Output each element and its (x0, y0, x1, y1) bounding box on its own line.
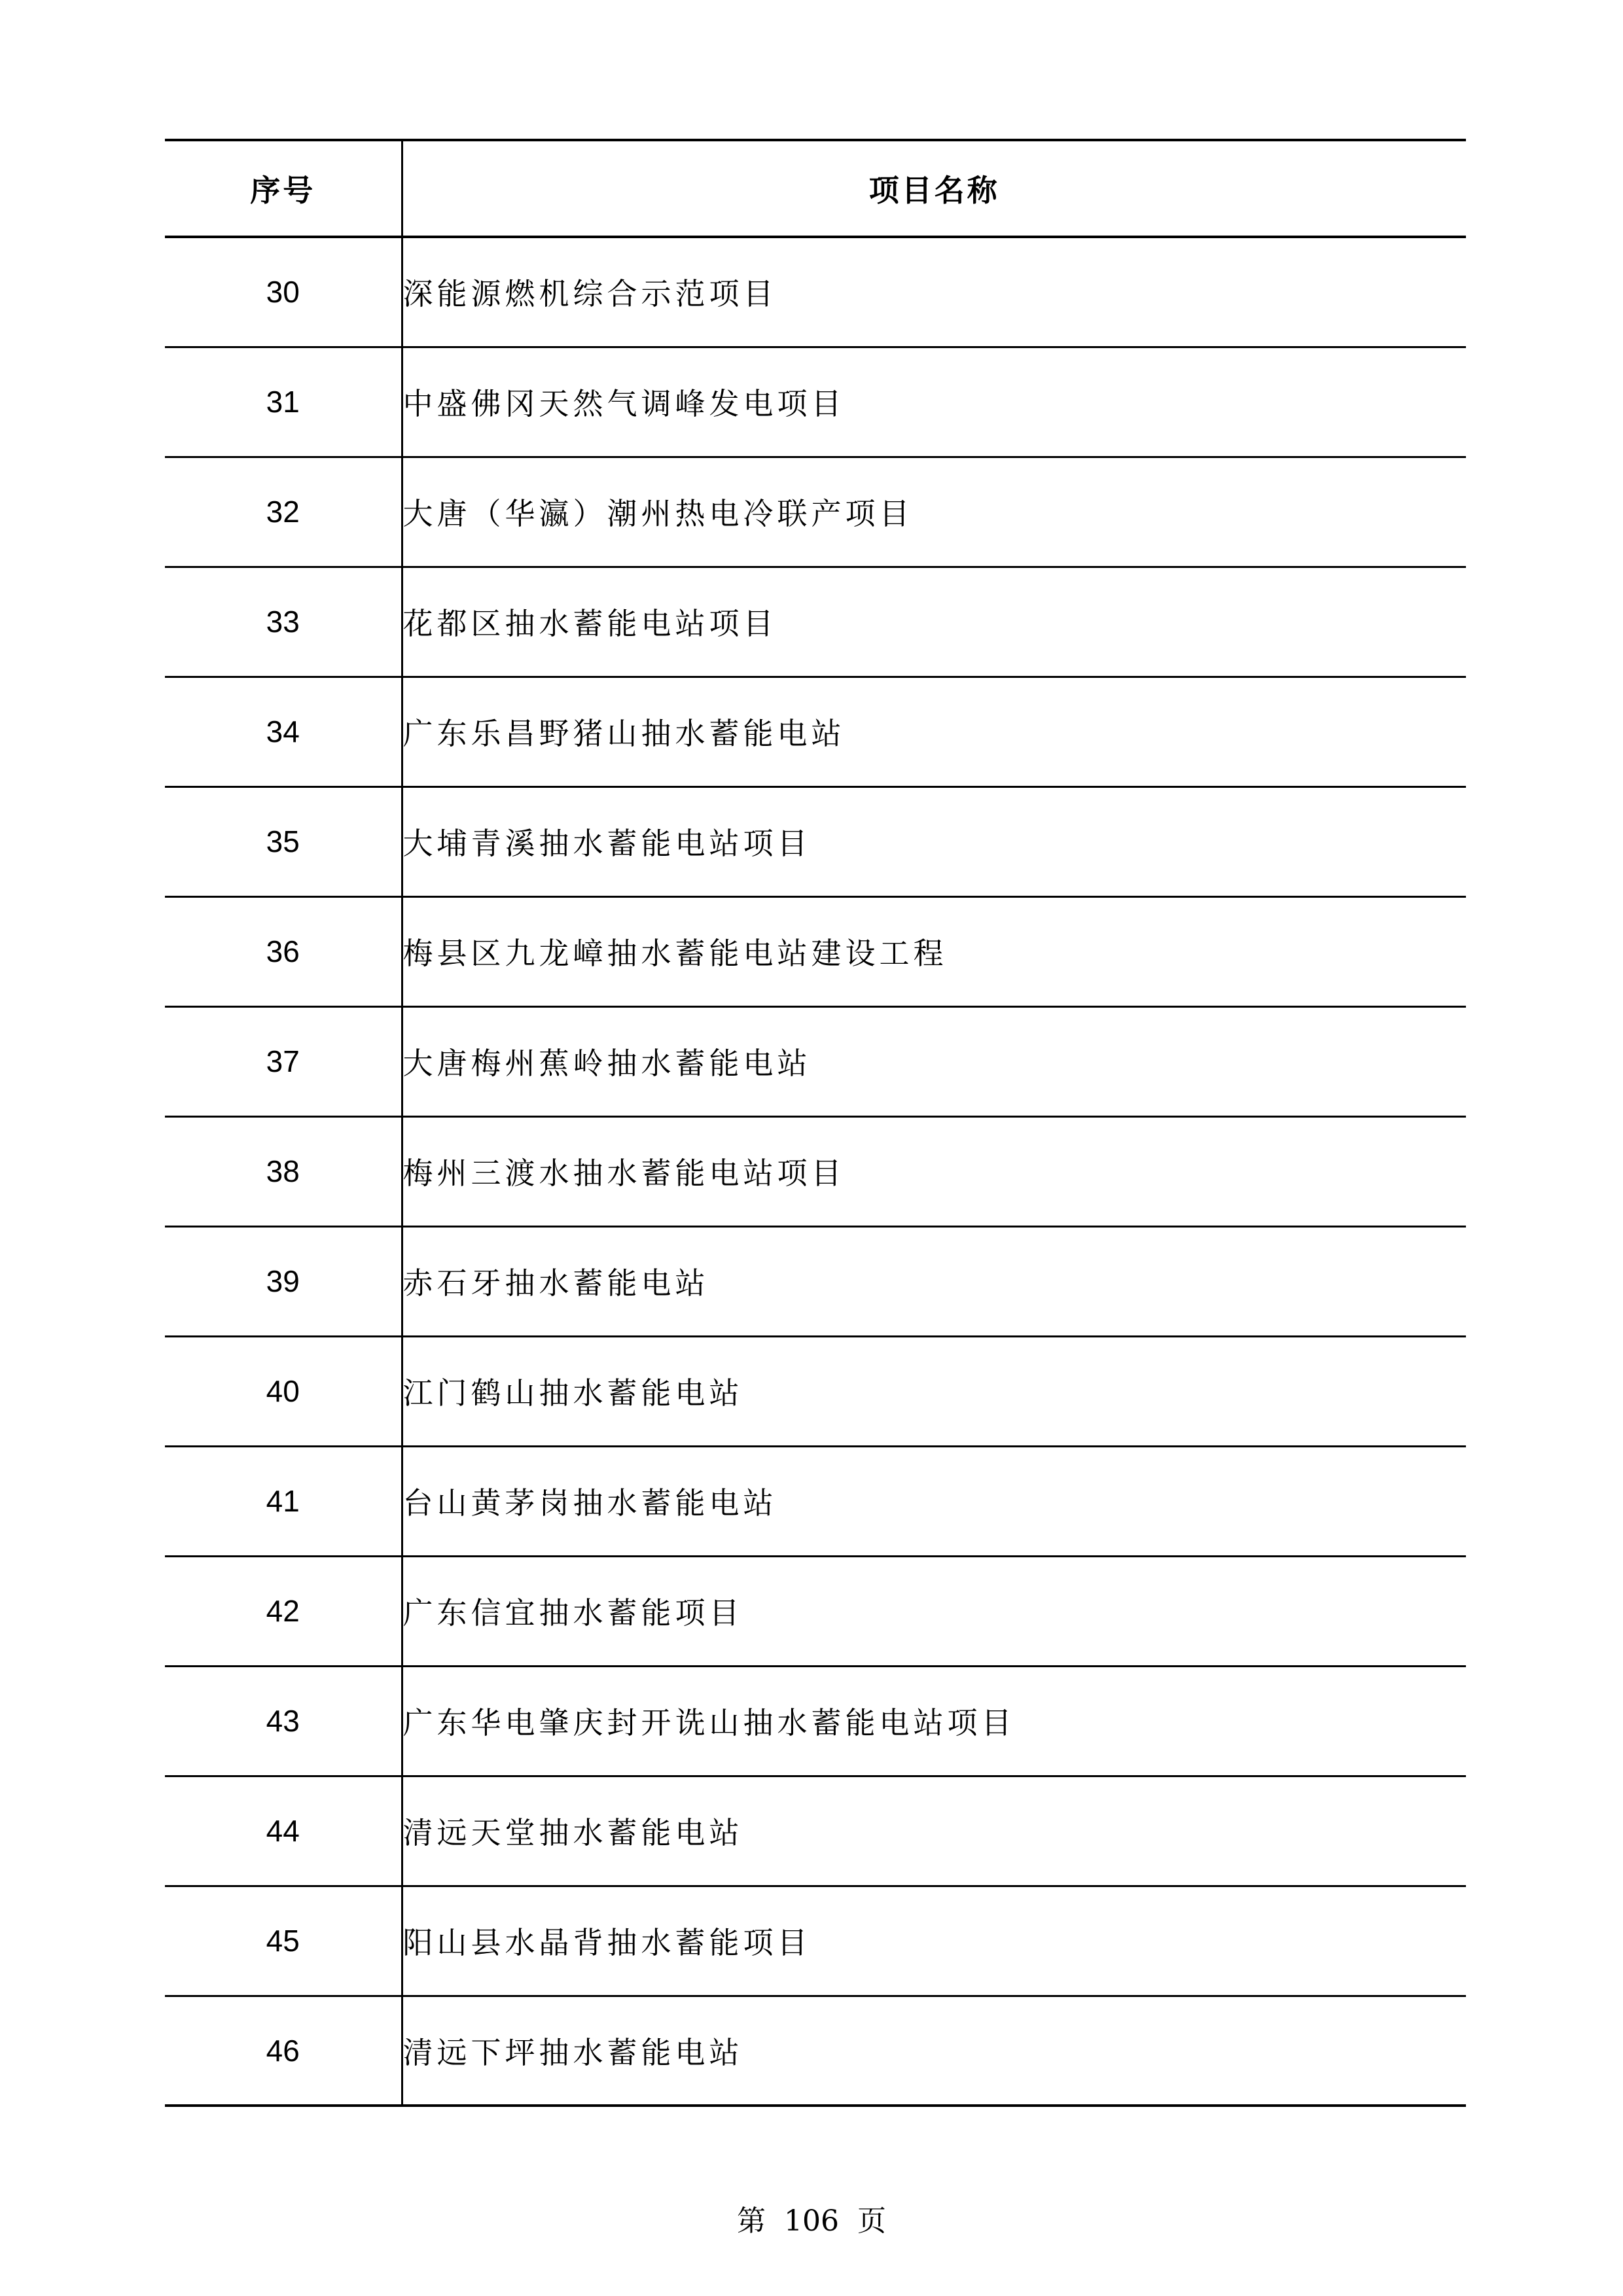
table-row (165, 677, 1466, 786)
row-seq: 40 (165, 1336, 402, 1446)
table-row (165, 1336, 1466, 1446)
row-project-name: 广东乐昌野猪山抽水蓄能电站 (402, 677, 1466, 786)
row-project-name: 广东华电肇庆封开诜山抽水蓄能电站项目 (402, 1666, 1466, 1776)
row-project-name: 大唐（华瀛）潮州热电冷联产项目 (402, 457, 1466, 567)
row-project-name: 阳山县水晶背抽水蓄能项目 (402, 1886, 1466, 1996)
table-row (165, 1226, 1466, 1336)
row-seq: 45 (165, 1886, 402, 1996)
row-seq: 34 (165, 677, 402, 786)
row-seq: 41 (165, 1446, 402, 1556)
row-seq: 39 (165, 1226, 402, 1336)
table-row (165, 567, 1466, 677)
page-footer-suffix: 页 (857, 2204, 886, 2238)
header-project-name: 项目名称 (402, 140, 1466, 237)
row-project-name: 梅县区九龙嶂抽水蓄能电站建设工程 (402, 896, 1466, 1006)
table-row (165, 896, 1466, 1006)
table-row (165, 1006, 1466, 1116)
page-number: 106 (784, 2204, 839, 2238)
row-project-name: 清远下坪抽水蓄能电站 (402, 1996, 1466, 2106)
table-row (165, 1446, 1466, 1556)
row-project-name: 广东信宜抽水蓄能项目 (402, 1556, 1466, 1666)
row-project-name: 大埔青溪抽水蓄能电站项目 (402, 786, 1466, 896)
row-project-name: 花都区抽水蓄能电站项目 (402, 567, 1466, 677)
table-row (165, 347, 1466, 457)
row-seq: 37 (165, 1006, 402, 1116)
row-seq: 33 (165, 567, 402, 677)
table-row (165, 1996, 1466, 2106)
row-seq: 30 (165, 237, 402, 347)
row-seq: 35 (165, 786, 402, 896)
row-seq: 46 (165, 1996, 402, 2106)
table-row (165, 237, 1466, 347)
table-row (165, 1886, 1466, 1996)
row-seq: 42 (165, 1556, 402, 1666)
project-table-container (165, 139, 1466, 2107)
table-row (165, 1116, 1466, 1226)
table-row (165, 1776, 1466, 1886)
row-project-name: 梅州三渡水抽水蓄能电站项目 (402, 1116, 1466, 1226)
row-seq: 43 (165, 1666, 402, 1776)
row-project-name: 台山黄茅岗抽水蓄能电站 (402, 1446, 1466, 1556)
row-seq: 31 (165, 347, 402, 457)
row-project-name: 赤石牙抽水蓄能电站 (402, 1226, 1466, 1336)
row-project-name: 大唐梅州蕉岭抽水蓄能电站 (402, 1006, 1466, 1116)
table-row (165, 1666, 1466, 1776)
row-project-name: 江门鹤山抽水蓄能电站 (402, 1336, 1466, 1446)
row-project-name: 中盛佛冈天然气调峰发电项目 (402, 347, 1466, 457)
page-footer (0, 2197, 1623, 2239)
project-table (165, 139, 1466, 2107)
page-footer-prefix: 第 (737, 2204, 766, 2238)
row-project-name: 深能源燃机综合示范项目 (402, 237, 1466, 347)
header-seq: 序号 (165, 140, 402, 237)
row-seq: 32 (165, 457, 402, 567)
row-seq: 38 (165, 1116, 402, 1226)
table-header-row (165, 140, 1466, 237)
row-seq: 44 (165, 1776, 402, 1886)
table-row (165, 457, 1466, 567)
row-project-name: 清远天堂抽水蓄能电站 (402, 1776, 1466, 1886)
row-seq: 36 (165, 896, 402, 1006)
table-row (165, 1556, 1466, 1666)
table-row (165, 786, 1466, 896)
